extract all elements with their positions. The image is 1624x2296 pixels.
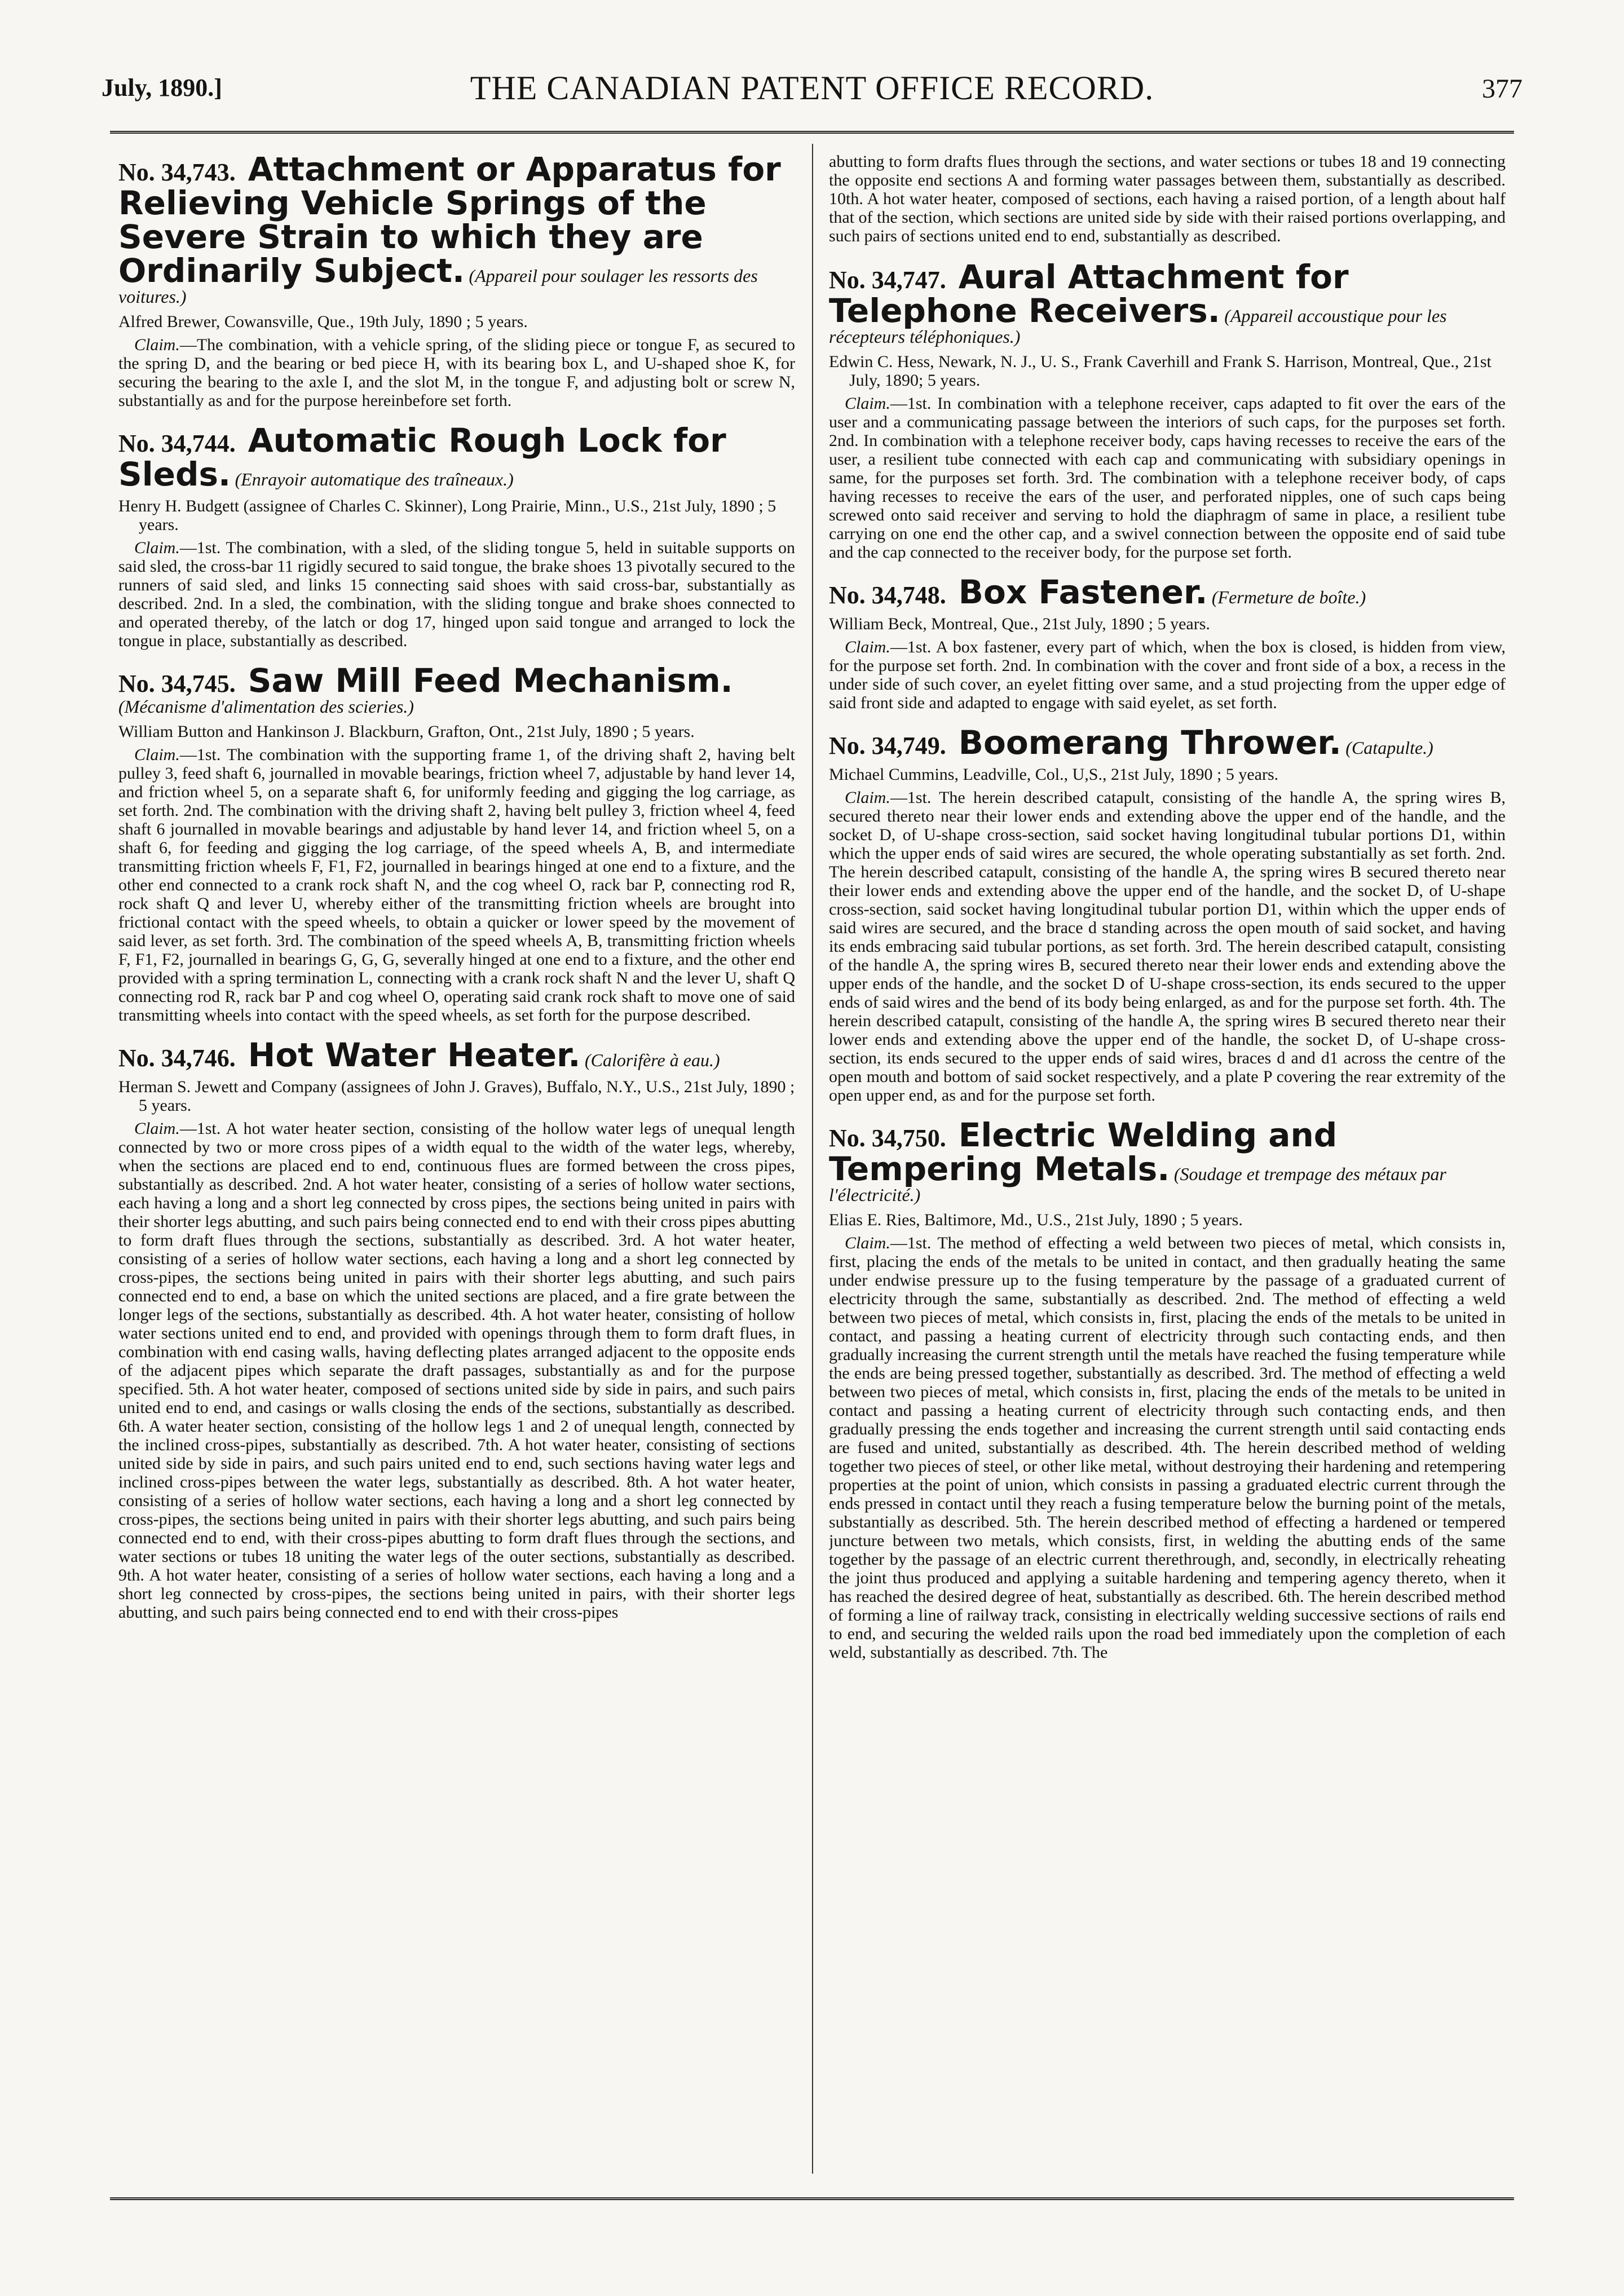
claim-label: Claim. (134, 745, 180, 764)
patentee: William Button and Hankinson J. Blackburn, Grafton, Ont., 21st July, 1890 ; 5 years. (118, 722, 695, 741)
page-header (102, 62, 1522, 124)
patent-title: Box Fastener. (958, 573, 1208, 611)
patent-number: No. 34,744. (118, 430, 236, 457)
claim-label: Claim. (134, 1119, 180, 1138)
patent-number: No. 34,747. (829, 266, 946, 294)
patent-number: No. 34,750. (829, 1124, 946, 1152)
patent-french-title: (Soudage et trempage des métaux par l'électricité.) (829, 1164, 1446, 1205)
claim-text: —1st. The method of effecting a weld between two pieces of metal, which consists in, first, placing the ends of the metals to be united in contact, and then gradually heating the same under endwise pressure up to the fusing temperature by the passage of a graduated current of electricity through the same, substantially as described. 2nd. The method of effecting a weld between two pieces of metal, which consists in, first, placing the ends of the metals to be united in contact, and passing a heating current of electricity through such contacting ends, and then gradually increasing the current strength until the metals have reached the fusing temperature while the ends are being pressed together, substantially as described. 3rd. The method of effecting a weld between two pieces of metal, which consists in, first, placing the ends of the metals to be united in contact and passing a heating current of electricity through such contacting ends, and then gradually pressing the ends together and increasing the current strength until said contacting ends are fused and united, substantially as described. 4th. The herein described method of welding together two pieces of steel, or other like metal, without destroying their hardening and retempering properties at the point of union, which consists in passing a graduated electric current through the ends pressed in contact until they reach a fusing temperature below the burning point of the metals, substantially as described. 5th. The herein described method of effecting a hardened or tempered juncture between two metals, which consists, first, in welding the abutting ends of the same together by the passage of an electric current therethrough, and, secondly, in electrically reheating the joint thus produced and applying a suitable hardening and tempering agency thereto, when it has reached the desired degree of heat, substantially as described. 6th. The herein described method of forming a line of railway track, consisting in electrically welding successive sections of rails end to end, and securing the welded rails upon the road bed immediately upon the completion of each weld, substantially as described. 7th. The (829, 1234, 1506, 1662)
patent-entry (829, 575, 1506, 712)
continued-claim-text: abutting to form drafts flues through the sections, and water sections or tubes 18 and 19 connecting the opposite end sections A and forming water passages between them, substantially as described. 10th. A hot water heater, composed of sections, each having a raised portion, of a length about half that of the section, which sections are united side by side with their raised portions overlapping, and such pairs of sections united end to end, substantially as described. (829, 152, 1506, 245)
claim-text: —1st. The herein described catapult, consisting of the handle A, the spring wires B, secured thereto near their lower ends and extending above the upper end of the handle, and the socket D, of U-shape cross-section, said socket having longitudinal tubular portions D1, within which the upper ends of said wires are secured, the whole operating substantially as set forth. 2nd. The herein described catapult, consisting of the handle A, the spring wires B secured thereto near their lower ends and extending above the upper end of the handle, and the socket D, of U-shape cross-section, said socket having longitudinal tubular portion D1, within which the upper ends of said wires are secured, and the brace d standing across the open mouth of said socket, and having its ends embracing said tubular portions, as set forth. 3rd. The herein described catapult, consisting of the handle A, the spring wires B, secured thereto near their lower ends and extending above the upper ends of the handle, and the socket D of U-shape cross-section, its ends secured to the upper ends of said wires and the bend of its body being enlarged, as and for the purpose set forth. 4th. The herein described catapult, consisting of the handle A, the spring wires B secured thereto near their lower ends and extending above the upper end of the handle, the socket D, of U-shape cross-section, its ends secured to the upper ends of said wires, braces d and d1 across the centre of the open mouth and bottom of said socket respectively, and a plate P covering the rear extremity of the open upper end, as and for the purpose set forth. (829, 788, 1506, 1105)
patent-french-title: (Appareil accoustique pour les récepteurs téléphoniques.) (829, 306, 1447, 347)
patent-number: No. 34,746. (118, 1044, 236, 1072)
claim-label: Claim. (845, 394, 890, 413)
patent-entry (118, 661, 795, 1025)
patent-number: No. 34,749. (829, 732, 946, 760)
patent-title: Aural Attachment for Telephone Receivers. (829, 258, 1349, 330)
patent-claim (118, 335, 795, 410)
claim-label: Claim. (845, 1234, 890, 1252)
patent-claim (829, 394, 1506, 562)
patent-entry (829, 260, 1506, 562)
patent-number: No. 34,745. (118, 670, 236, 697)
patentee: William Beck, Montreal, Que., 21st July, 1890 ; 5 years. (829, 615, 1210, 633)
patentee: Herman S. Jewett and Company (assignees of John J. Graves), Buffalo, N.Y., U.S., 21st July, 1890 ; 5 years. (118, 1078, 795, 1115)
claim-label: Claim. (134, 335, 180, 354)
patent-claim (118, 1119, 795, 1622)
patent-french-title: (Mécanisme d'alimentation des scieries.) (118, 696, 414, 717)
claim-label: Claim. (845, 638, 890, 656)
patent-entry (118, 152, 795, 410)
header-page-number: 377 (1482, 74, 1522, 104)
patentee: Elias E. Ries, Baltimore, Md., U.S., 21st July, 1890 ; 5 years. (829, 1211, 1243, 1229)
patent-title: Electric Welding and Tempering Metals. (829, 1116, 1338, 1188)
claim-text: —1st. In combination with a telephone receiver, caps adapted to fit over the ears of the user and a communicating passage between the interiors of such caps, for the purposes set forth. 2nd. In combination with a telephone receiver body, caps having recesses to receive the ears of the user, a resilient tube connected with each cap and communicating with subsidiary openings in same, for the purposes set forth. 3rd. The combination with a telephone receiver body, of caps having recesses to receive the ears of the user, and perforated nipples, one of such caps being screwed onto said receiver and serving to hold the diaphragm of same in place, a resilient tube carrying on one end the other cap, and a swivel connection between the opposite end of said tube and the cap connected to the receiver body, for the purpose set forth. (829, 394, 1506, 562)
claim-text: —1st. A box fastener, every part of which, when the box is closed, is hidden from view, for the purpose set forth. 2nd. In combination with the cover and front side of a box, a recess in the under side of such cover, an eyelet fitting over same, and a stud projecting from the upper edge of said front side and adapted to engage with said eyelet, as set forth. (829, 638, 1506, 712)
patent-claim (829, 1234, 1506, 1662)
column-divider (812, 144, 813, 2174)
right-column (829, 152, 1506, 2182)
patent-title: Hot Water Heater. (248, 1036, 581, 1074)
claim-text: —1st. The combination, with a sled, of the sliding tongue 5, held in suitable supports on said sled, the cross-bar 11 rigidly secured to said tongue, the brake shoes 13 pivotally secured to the runners of said sled, and links 15 connecting said shoes with said cross-bar, substantially as described. 2nd. In a sled, the combination, with the sliding tongue and brake shoes connected to and operated thereby, of the latch or dog 17, hinged upon said tongue and arranged to lock the tongue in place, substantially as described. (118, 538, 795, 650)
claim-label: Claim. (845, 788, 890, 807)
claim-text: —The combination, with a vehicle spring, of the sliding piece or tongue F, as secured to the spring D, and the bearing or bed piece H, with its bearing box L, and U-shaped shoe K, for securing the bearing to the axle I, and the slot M, in the tongue F, and adjusting bolt or screw N, substantially as and for the purpose hereinbefore set forth. (118, 335, 795, 410)
patent-number: No. 34,743. (118, 158, 236, 186)
patentee: Henry H. Budgett (assignee of Charles C. Skinner), Long Prairie, Minn., U.S., 21st July, 1890 ; 5 years. (118, 497, 776, 534)
patent-title: Automatic Rough Lock for Sleds. (118, 421, 726, 493)
patent-french-title: (Fermeture de boîte.) (1211, 587, 1366, 607)
header-date: July, 1890.] (102, 74, 222, 101)
claim-text: —1st. The combination with the supporting frame 1, of the driving shaft 2, having belt pulley 3, feed shaft 6, journalled in movable bearings, friction wheel 7, adjustable by hand lever 14, and friction wheel 5, on a separate shaft 6, for uniformly feeding and gigging the log carriage, as set forth. 2nd. The combination with the driving shaft 2, having belt pulley 3, friction wheel 4, feed shaft 6 journalled in movable bearings and adjustable by hand lever 14, and friction wheel 5, on a shaft 6, for feeding and gigging the log carriage, of the speed wheels A, B, and intermediate transmitting friction wheels F, F1, F2, journalled in bearings hinged at one end to a fixture, and the other end connected to a crank rock shaft N, and the cog wheel O, rack bar P, connecting rod R, rock shaft Q and lever U, whereby either of the transmitting friction wheels are brought into frictional contact with the speed wheels, to obtain a quicker or lower speed by the movement of said lever, as set forth. 3rd. The combination of the speed wheels A, B, transmitting friction wheels F, F1, F2, journalled in bearings G, G, G, severally hinged at one end to a fixture, and the other end provided with a spring termination L, connecting with a crank rock shaft N and the lever U, shaft Q connecting rod R, rack bar P and cog wheel O, operating said crank rock shaft to move one of said transmitting wheels into contact with the speed wheels, as set forth for the purpose described. (118, 745, 795, 1025)
patentee: Michael Cummins, Leadville, Col., U,S., 21st July, 1890 ; 5 years. (829, 765, 1279, 784)
header-title: THE CANADIAN PATENT OFFICE RECORD. (470, 69, 1154, 107)
patentee: Edwin C. Hess, Newark, N. J., U. S., Frank Caverhill and Frank S. Harrison, Montreal, Que., 21st July, 1890; 5 years. (829, 352, 1491, 390)
patent-entry (118, 1038, 795, 1622)
claim-text: —1st. A hot water heater section, consisting of the hollow water legs of unequal length connected by two or more cross pipes of a width equal to the width of the water legs, whereby, when the sections are placed end to end, continuous flues are formed between the cross pipes, substantially as described. 2nd. A hot water heater, consisting of a series of hollow water sections, each having a long and a short leg connected by cross pipes, the sections being united in pairs with their shorter legs abutting, and such pairs being connected end to end with their cross pipes abutting to form draft flues through the sections, substantially as described. 3rd. A hot water heater, consisting of a series of hollow water sections, each having a long and a short leg connected by cross-pipes, the sections being united in pairs with their shorter legs abutting, and such pairs connected end to end, a base on which the united sections are placed, and a fire grate between the longer legs of the sections, substantially as described. 4th. A hot water heater, consisting of hollow water sections united end to end, and provided with openings through them to form draft flues, in combination with end casing walls, having deflecting plates arranged adjacent to the opposite ends of the adjacent pipes which separate the draft passages, substantially as and for the purpose specified. 5th. A hot water heater, composed of sections united side by side in pairs, and such pairs united end to end, and casings or walls closing the ends of the sections, substantially as described. 6th. A water heater section, consisting of the hollow legs 1 and 2 of unequal length, connected by the inclined cross-pipes, substantially as described. 7th. A hot water heater, consisting of sections united side by side in pairs, and such pairs united end to end, such sections having water legs and inclined cross-pipes between the water legs, substantially as described. 8th. A hot water heater, consisting of a series of hollow water sections, each having a long and a short leg connected by cross-pipes, the sections being united in pairs with their shorter legs abutting, and such pairs being connected end to end, with their cross-pipes abutting to form draft flues through the sections, and water sections or tubes 18 uniting the water legs of the outer sections, substantially as described. 9th. A hot water heater, consisting of a series of hollow water sections, each having a long and a short leg connected by cross-pipes, the sections being united in pairs, with their shorter legs abutting, and such pairs being connected end to end with their cross-pipes (118, 1119, 795, 1622)
patent-claim (829, 638, 1506, 712)
patent-french-title: (Appareil pour soulager les ressorts des voitures.) (118, 266, 758, 307)
patent-french-title: (Enrayoir automatique des traîneaux.) (235, 469, 514, 489)
patent-title: Attachment or Apparatus for Relieving Vehicle Springs of the Severe Strain to which they are Ordinarily Subject. (118, 152, 781, 290)
claim-label: Claim. (134, 538, 180, 557)
patent-title: Boomerang Thrower. (958, 723, 1341, 762)
patent-claim (118, 538, 795, 650)
patentee: Alfred Brewer, Cowansville, Que., 19th July, 1890 ; 5 years. (118, 312, 528, 331)
patent-claim (829, 788, 1506, 1105)
patent-french-title: (Calorifère à eau.) (584, 1050, 720, 1070)
patent-claim (118, 745, 795, 1025)
left-column (118, 152, 795, 2182)
patent-french-title: (Catapulte.) (1345, 738, 1433, 758)
patent-entry (829, 723, 1506, 1105)
patent-number: No. 34,748. (829, 581, 946, 609)
patent-entry (829, 1118, 1506, 1662)
patent-title: Saw Mill Feed Mechanism. (248, 661, 733, 700)
patent-entry (118, 423, 795, 650)
